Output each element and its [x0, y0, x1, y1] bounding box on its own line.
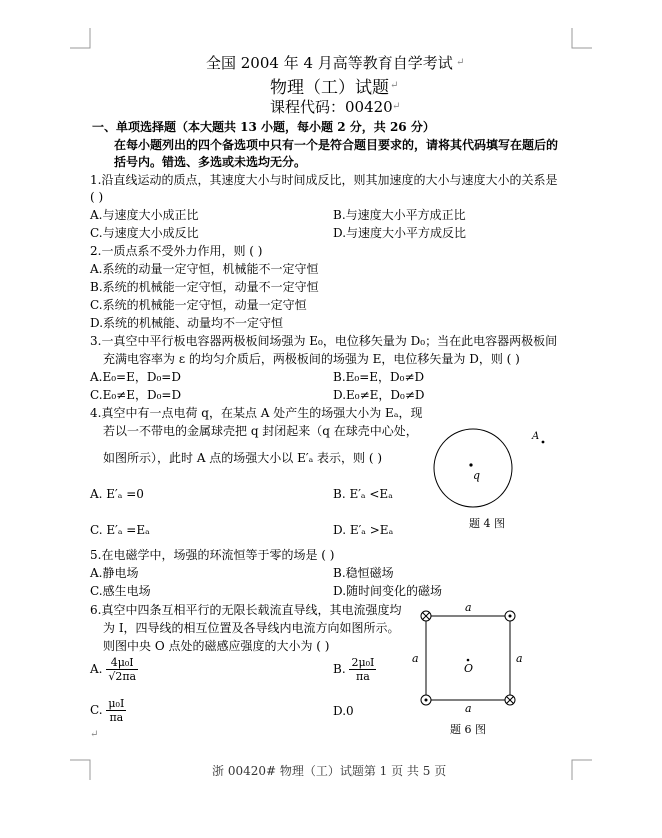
q2-option-d: D.系统的机械能、动量均不一定守恒: [90, 316, 284, 330]
q2-option-c: C.系统的机械能一定守恒，动量一定守恒: [90, 298, 307, 312]
exam-subtitle: 物理（工）试题: [270, 78, 389, 98]
q2-option-a: A.系统的动量一定守恒，机械能不一定守恒: [90, 262, 319, 276]
q3-option-c: C.E₀≠E，D₀=D: [90, 388, 182, 402]
q6-option-c-denominator: πa: [109, 711, 124, 724]
exam-title: 全国 2004 年 4 月高等教育自学考试: [206, 54, 453, 72]
paragraph-mark: ↵: [392, 101, 401, 112]
q4-option-d: D. E′ₐ >Eₐ: [333, 523, 394, 537]
q5-option-c: C.感生电场: [90, 584, 151, 598]
q3-stem-line2: 充满电容率为 ε 的均匀介质后，两极板间的场强为 E，电位移矢量为 D，则 ( ): [103, 352, 520, 366]
q6-option-b-fraction: [349, 656, 376, 683]
q6-option-c-prefix: C.: [90, 703, 103, 717]
q5-option-b: B.稳恒磁场: [333, 566, 394, 580]
metal-shell-circle: [434, 429, 512, 507]
side-label-right: a: [516, 652, 523, 665]
wire-top-left-into-page-icon: [421, 611, 431, 621]
side-label-bottom: a: [465, 702, 472, 714]
wire-bottom-left-out-of-page-icon: [421, 695, 431, 705]
q5-option-a: A.静电场: [90, 566, 139, 580]
q6-option-a-denominator: √2πa: [108, 670, 137, 683]
q4-stem-line2: 若以一不带电的金属球壳把 q 封闭起来（q 在球壳中心处，: [103, 424, 418, 438]
q6-figure: [410, 602, 530, 714]
paragraph-mark: ↵: [390, 80, 399, 91]
q6-stem-line3: 则图中央 O 点处的磁感应强度的大小为 ( ): [103, 639, 330, 653]
paragraph-mark: ↵: [456, 57, 465, 68]
q3-option-d: D.E₀≠E，D₀≠D: [333, 388, 425, 402]
page-footer: 浙 00420# 物理（工）试题第 1 页 共 5 页: [212, 764, 447, 778]
q3-option-b: B.E₀=E，D₀≠D: [333, 370, 425, 384]
q6-option-b-numerator: 2μ₀I: [351, 656, 375, 669]
wire-square: [426, 616, 510, 700]
q4-figure-caption: 题 4 图: [469, 517, 505, 530]
q6-option-a: [90, 656, 138, 683]
q1-option-b: B.与速度大小平方成正比: [333, 208, 466, 222]
q1-option-c: C.与速度大小成反比: [90, 226, 199, 240]
q6-option-c: [90, 697, 126, 724]
q3-option-a: A.E₀=E，D₀=D: [90, 370, 181, 384]
charge-label: q: [473, 469, 481, 482]
q6-option-d: D.0: [333, 704, 354, 718]
q4-stem-line3: 如图所示），此时 A 点的场强大小以 E′ₐ 表示，则 ( ): [103, 451, 383, 465]
q2-option-b: B.系统的机械能一定守恒，动量不一定守恒: [90, 280, 319, 294]
q4-option-c: C. E′ₐ =Eₐ: [90, 523, 150, 537]
side-label-top: a: [465, 602, 472, 614]
point-a-dot: [542, 441, 545, 444]
section-instructions-line1: 在每小题列出的四个备选项中只有一个是符合题目要求的，请将其代码填写在题后的: [114, 138, 559, 152]
charge-dot: [469, 463, 472, 466]
wire-bottom-right-into-page-icon: [505, 695, 515, 705]
point-a-label: A: [532, 431, 540, 442]
q6-option-c-fraction: [106, 697, 126, 724]
course-code: 课程代码：00420: [270, 98, 393, 116]
center-point-dot: [467, 659, 470, 662]
q6-option-a-prefix: A.: [90, 662, 103, 676]
q4-option-a: A. E′ₐ =0: [90, 487, 144, 501]
q1-option-d: D.与速度大小平方成反比: [333, 226, 467, 240]
q6-option-c-numerator: μ₀I: [108, 697, 125, 710]
paragraph-mark: ↵: [90, 729, 99, 740]
section-heading: 一、单项选择题（本大题共 13 小题，每小题 2 分，共 26 分）: [92, 120, 435, 134]
q1-option-a: A.与速度大小成正比: [90, 208, 199, 222]
side-label-left: a: [412, 652, 419, 665]
q6-option-b-prefix: B.: [333, 662, 346, 676]
q6-option-b-denominator: πa: [356, 670, 370, 683]
q1-stem-line2: ( ): [90, 190, 104, 204]
q2-stem: 2.一质点系不受外力作用，则 ( ): [90, 244, 263, 258]
q4-stem-line1: 4.真空中有一点电荷 q，在某点 A 处产生的场强大小为 Eₐ，现: [90, 406, 423, 420]
q6-option-b: [333, 656, 376, 683]
q6-option-a-numerator: 4μ₀I: [106, 656, 138, 670]
center-label: O: [464, 662, 474, 675]
q6-figure-caption: 题 6 图: [450, 723, 486, 736]
wire-top-right-out-of-page-icon: [505, 611, 515, 621]
q6-option-a-fraction: [106, 656, 138, 683]
section-instructions-line2: 括号内。错选、多选或未选均无分。: [114, 155, 307, 169]
q6-stem-line1: 6.真空中四条互相平行的无限长载流直导线，其电流强度均: [90, 603, 402, 617]
q1-stem-line1: 1.沿直线运动的质点，其速度大小与时间成反比，则其加速度的大小与速度大小的关系是: [90, 173, 558, 187]
q3-stem-line1: 3.一真空中平行板电容器两极板间场强为 E₀，电位移矢量为 D₀；当在此电容器两极板间: [90, 334, 558, 348]
q4-option-b: B. E′ₐ <Eₐ: [333, 487, 393, 501]
q5-option-d: D.随时间变化的磁场: [333, 584, 443, 598]
q5-stem: 5.在电磁学中，场强的环流恒等于零的场是 ( ): [90, 548, 335, 562]
q6-stem-line2: 为 I，四导线的相互位置及各导线内电流方向如图所示。: [103, 621, 400, 635]
